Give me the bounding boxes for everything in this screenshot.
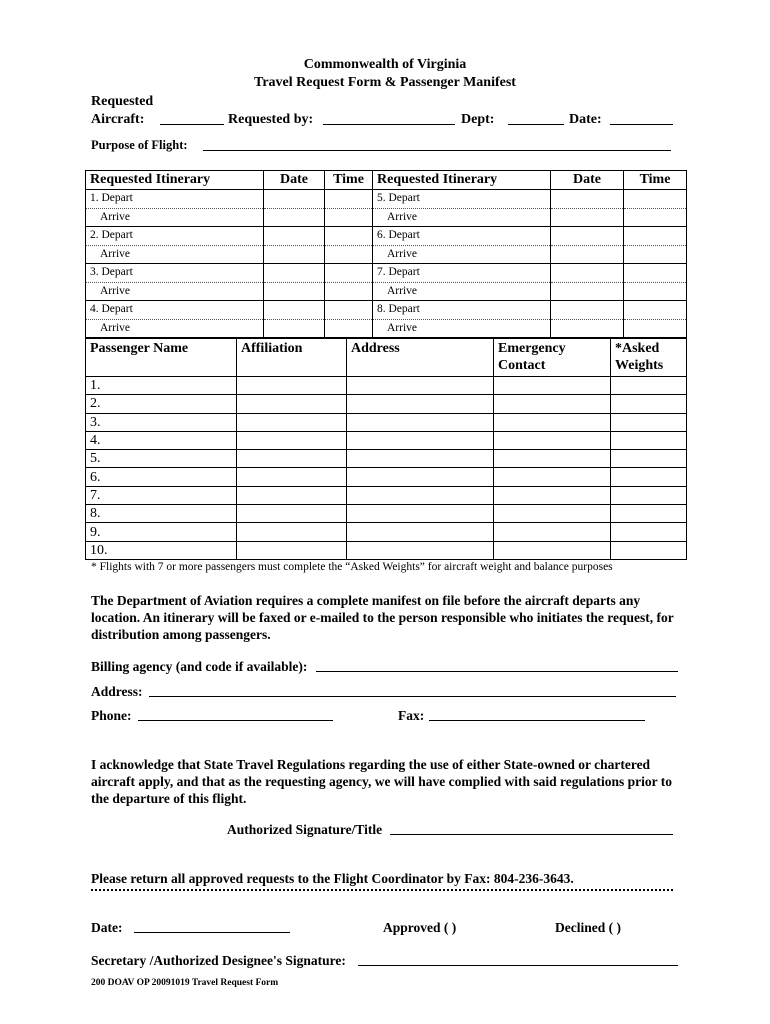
time-cell[interactable] [325,190,373,209]
arrive-label: Arrive [86,319,264,338]
date-cell[interactable] [551,319,624,338]
affiliation-cell[interactable] [237,505,347,523]
date-cell[interactable] [551,245,624,264]
time-header-right: Time [624,171,687,190]
passenger-number[interactable]: 10. [86,541,237,559]
itinerary-header-right: Requested Itinerary [373,171,551,190]
time-cell[interactable] [325,264,373,283]
address-cell[interactable] [347,431,494,449]
time-cell[interactable] [325,208,373,227]
time-header-left: Time [325,171,373,190]
billing-address-label: Address: [91,684,143,699]
depart-label: 4. Depart [86,301,264,320]
date-cell[interactable] [551,301,624,320]
date-cell[interactable] [264,264,325,283]
address-cell[interactable] [347,377,494,395]
arrive-label: Arrive [86,208,264,227]
affiliation-cell[interactable] [237,450,347,468]
weight-cell[interactable] [611,541,687,559]
passenger-row [86,413,687,431]
depart-label: 3. Depart [86,264,264,283]
approval-date-field[interactable] [134,920,290,933]
time-cell[interactable] [624,319,687,338]
depart-label: 8. Depart [373,301,551,320]
form-title-line2: Travel Request Form & Passenger Manifest [254,75,516,90]
time-cell[interactable] [624,227,687,246]
passenger-number[interactable]: 2. [86,395,237,413]
declined-checkbox[interactable]: Declined ( ) [555,920,621,935]
requested-by-label: Requested by: [228,112,314,127]
address-cell[interactable] [347,413,494,431]
passenger-row [86,505,687,523]
time-cell[interactable] [624,282,687,301]
weight-cell[interactable] [611,431,687,449]
affiliation-cell[interactable] [237,377,347,395]
aircraft-field[interactable] [160,112,224,125]
manifest-notice: The Department of Aviation requires a complete manifest on file before the aircraft departs any location. An itinerary will be faxed or e-mailed to the person responsible who initiates the request, for distribution among passengers. [91,593,674,642]
date-cell[interactable] [264,190,325,209]
billing-agency-label: Billing agency (and code if available): [91,659,308,674]
weight-cell[interactable] [611,395,687,413]
passenger-table [85,338,687,560]
passenger-name-header: Passenger Name [86,339,237,377]
purpose-label: Purpose of Flight: [91,138,188,152]
affiliation-cell[interactable] [237,413,347,431]
date-cell[interactable] [551,227,624,246]
affiliation-cell[interactable] [237,541,347,559]
purpose-field[interactable] [203,138,671,151]
date-cell[interactable] [264,282,325,301]
emergency-contact-cell[interactable] [494,395,611,413]
arrive-label: Arrive [373,208,551,227]
emergency-contact-cell[interactable] [494,413,611,431]
passenger-row [86,431,687,449]
emergency-contact-header: Emergency Contact [494,339,611,377]
date-cell[interactable] [551,264,624,283]
aircraft-label: Aircraft: [91,112,145,127]
asked-weights-footnote: * Flights with 7 or more passengers must complete the “Asked Weights” for aircraft weight and balance purposes [91,561,613,573]
passenger-row [86,377,687,395]
weight-cell[interactable] [611,505,687,523]
acknowledgement-text: I acknowledge that State Travel Regulations regarding the use of either State-owned or chartered aircraft apply, and that as the requesting agency, we will have complied with said regulations prior to the departure of this flight. [91,757,673,806]
time-cell[interactable] [325,282,373,301]
affiliation-cell[interactable] [237,486,347,504]
depart-label: 5. Depart [373,190,551,209]
depart-label: 2. Depart [86,227,264,246]
approved-checkbox[interactable]: Approved ( ) [383,920,457,935]
time-cell[interactable] [624,190,687,209]
date-cell[interactable] [264,227,325,246]
weight-cell[interactable] [611,468,687,486]
secretary-signature-field[interactable] [358,953,678,966]
date-header-left: Date [264,171,325,190]
weight-cell[interactable] [611,377,687,395]
billing-agency-field[interactable] [316,659,678,672]
dept-field[interactable] [508,112,564,125]
requested-label: Requested [91,94,154,109]
time-cell[interactable] [624,301,687,320]
emergency-contact-cell[interactable] [494,450,611,468]
signature-field[interactable] [390,822,673,835]
time-cell[interactable] [624,245,687,264]
date-cell[interactable] [264,208,325,227]
depart-label: 1. Depart [86,190,264,209]
passenger-number[interactable]: 3. [86,413,237,431]
emergency-contact-cell[interactable] [494,541,611,559]
dept-label: Dept: [461,112,495,127]
emergency-contact-cell[interactable] [494,523,611,541]
address-cell[interactable] [347,395,494,413]
date-label: Date: [569,112,602,127]
passenger-number[interactable]: 7. [86,486,237,504]
signature-label: Authorized Signature/Title [227,822,383,837]
arrive-label: Arrive [373,245,551,264]
passenger-row [86,450,687,468]
arrive-label: Arrive [373,282,551,301]
date-header-right: Date [551,171,624,190]
secretary-signature-label: Secretary /Authorized Designee's Signature: [91,953,346,968]
address-cell[interactable] [347,486,494,504]
approval-date-label: Date: [91,920,123,935]
address-cell[interactable] [347,505,494,523]
time-cell[interactable] [325,319,373,338]
affiliation-cell[interactable] [237,431,347,449]
passenger-number[interactable]: 5. [86,450,237,468]
fax-label: Fax: [398,708,425,723]
weight-cell[interactable] [611,486,687,504]
passenger-number[interactable]: 8. [86,505,237,523]
time-cell[interactable] [325,245,373,264]
affiliation-cell[interactable] [237,468,347,486]
passenger-row [86,486,687,504]
weight-cell[interactable] [611,450,687,468]
emergency-contact-cell[interactable] [494,377,611,395]
weight-cell[interactable] [611,523,687,541]
phone-field[interactable] [138,708,333,721]
emergency-contact-cell[interactable] [494,468,611,486]
fax-field[interactable] [429,708,645,721]
return-note: Please return all approved requests to the Flight Coordinator by Fax: 804-236-3643. [91,871,574,886]
date-cell[interactable] [264,301,325,320]
passenger-number[interactable]: 1. [86,377,237,395]
form-code-footer: 200 DOAV OP 20091019 Travel Request Form [91,978,279,988]
separator-line [91,889,673,891]
address-header: Address [347,339,494,377]
date-cell[interactable] [551,208,624,227]
phone-label: Phone: [91,708,132,723]
passenger-number[interactable]: 6. [86,468,237,486]
emergency-contact-cell[interactable] [494,431,611,449]
depart-label: 7. Depart [373,264,551,283]
address-cell[interactable] [347,541,494,559]
asked-weights-header: *Asked Weights [611,339,687,377]
affiliation-cell[interactable] [237,523,347,541]
affiliation-cell[interactable] [237,395,347,413]
date-cell[interactable] [551,282,624,301]
arrive-label: Arrive [373,319,551,338]
billing-address-field[interactable] [149,684,676,697]
date-field[interactable] [610,112,673,125]
time-cell[interactable] [325,301,373,320]
itinerary-header-left: Requested Itinerary [86,171,264,190]
passenger-row [86,523,687,541]
passenger-row [86,395,687,413]
time-cell[interactable] [624,208,687,227]
passenger-number[interactable]: 4. [86,431,237,449]
emergency-contact-cell[interactable] [494,486,611,504]
date-cell[interactable] [551,190,624,209]
arrive-label: Arrive [86,245,264,264]
requested-by-field[interactable] [323,112,455,125]
passenger-number[interactable]: 9. [86,523,237,541]
passenger-row [86,468,687,486]
date-cell[interactable] [264,319,325,338]
passenger-row [86,541,687,559]
time-cell[interactable] [624,264,687,283]
weight-cell[interactable] [611,413,687,431]
address-cell[interactable] [347,450,494,468]
emergency-contact-cell[interactable] [494,505,611,523]
form-title-line1: Commonwealth of Virginia [303,57,467,72]
address-cell[interactable] [347,468,494,486]
affiliation-header: Affiliation [237,339,347,377]
itinerary-table [85,170,687,338]
time-cell[interactable] [325,227,373,246]
arrive-label: Arrive [86,282,264,301]
depart-label: 6. Depart [373,227,551,246]
date-cell[interactable] [264,245,325,264]
address-cell[interactable] [347,523,494,541]
